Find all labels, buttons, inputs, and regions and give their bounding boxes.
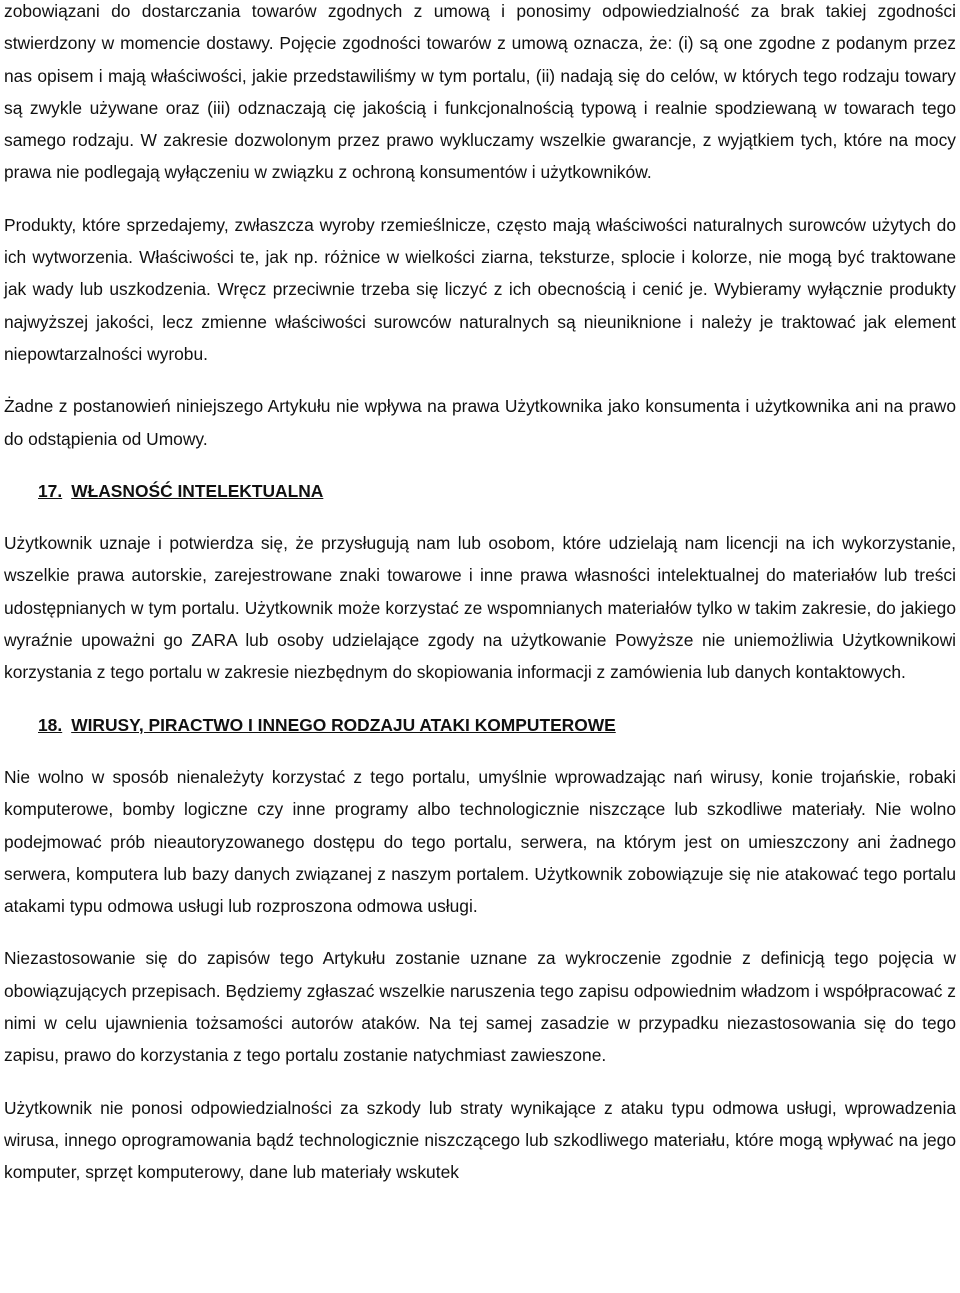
section-18-number: 18. xyxy=(38,714,63,735)
section-18-paragraph-violations: Niezastosowanie się do zapisów tego Artykułu zostanie uznane za wykroczenie zgodnie z definicją tego pojęcia w obowiązujących przepisach. Będziemy zgłaszać wszelkie naruszenia tego zapisu odpowiednim władzom i współpracować z nimi w celu ujawnienia tożsamości autorów ataków. Na tej samej zasadzie w przypadku niezastosowania się do tego zapisu, prawo do korzystania z tego portalu zostanie natychmiast zawieszone. xyxy=(4,948,956,1066)
section-17-number: 17. xyxy=(38,480,63,501)
section-17-heading xyxy=(4,475,956,507)
section-18-title: WIRUSY, PIRACTWO I INNEGO RODZAJU ATAKI KOMPUTEROWE xyxy=(71,714,616,735)
section-18-paragraph-liability: Użytkownik nie ponosi odpowiedzialności za szkody lub straty wynikające z ataku typu odmowa usługi, wprowadzenia wirusa, innego oprogramowania bądź technologicznie niszczącego lub szkodliwego materiału, które mogą wpływać na jego komputer, sprzęt komputerowy, dane lub materiały wskutek xyxy=(4,1097,956,1183)
paragraph-conformity: zobowiązani do dostarczania towarów zgodnych z umową i ponosimy odpowiedzialność za brak takiej zgodności stwierdzony w momencie dostawy. Pojęcie zgodności towarów z umową oznacza, że: (i) są one zgodne z podanym przez nas opisem i mają właściwości, jakie przedstawiliśmy w tym portalu, (ii) nadają się do celów, w których tego rodzaju towary są zwykle używane oraz (iii) odznaczają cię jakością i funkcjonalnością typową i realnie spodziewaną w towarach tego samego rodzaju. W zakresie dozwolonym przez prawo wykluczamy wszelkie gwarancje, z wyjątkiem tych, które na mocy prawa nie podlegają wyłączeniu w związku z ochroną konsumentów i użytkowników. xyxy=(4,1,956,183)
section-18-heading xyxy=(4,709,956,741)
section-17-title: WŁASNOŚĆ INTELEKTUALNA xyxy=(71,480,324,501)
paragraph-consumer-rights: Żadne z postanowień niniejszego Artykułu nie wpływa na prawa Użytkownika jako konsumenta i użytkownika ani na prawo do odstąpienia od Umowy. xyxy=(4,396,956,449)
section-17-paragraph: Użytkownik uznaje i potwierdza się, że przysługują nam lub osobom, które udzielają nam licencji na ich wykorzystanie, wszelkie prawa autorskie, zarejestrowane znaki towarowe i inne prawa własności intelektualnej do materiałów lub treści udostępnianych w tym portalu. Użytkownik może korzystać ze wspomnianych materiałów tylko w takim zakresie, do jakiego wyraźnie upoważni go ZARA lub osoby udzielające zgody na użytkowanie Powyższe nie uniemożliwia Użytkownikowi korzystania z tego portalu w zakresie niezbędnym do skopiowania informacji z zamówienia lub danych kontaktowych. xyxy=(4,533,956,683)
section-18-paragraph-viruses: Nie wolno w sposób nienależyty korzystać z tego portalu, umyślnie wprowadzając nań wirusy, konie trojańskie, robaki komputerowe, bomby logiczne czy inne programy albo technologicznie niszczące lub szkodliwe materiały. Nie wolno podejmować prób nieautoryzowanego dostępu do tego portalu, serwera, na którym jest on umieszczony ani żadnego serwera, komputera lub bazy danych związanej z naszym portalem. Użytkownik zobowiązuje się nie atakować tego portalu atakami typu odmowa usługi lub rozproszona odmowa usługi. xyxy=(4,766,956,917)
document-page xyxy=(4,0,956,1209)
paragraph-natural-materials: Produkty, które sprzedajemy, zwłaszcza wyroby rzemieślnicze, często mają właściwości naturalnych surowców użytych do ich wytworzenia. Właściwości te, jak np. różnice w wielkości ziarna, teksturze, splocie i kolorze, nie mogą być traktowane jak wady lub uszkodzenia. Wręcz przeciwnie trzeba się liczyć z ich obecnością i cenić je. Wybieramy wyłącznie produkty najwyższej jakości, lecz zmienne właściwości surowców naturalnych są nieuniknione i należy je traktować jak element niepowtarzalności wyrobu. xyxy=(4,214,956,364)
